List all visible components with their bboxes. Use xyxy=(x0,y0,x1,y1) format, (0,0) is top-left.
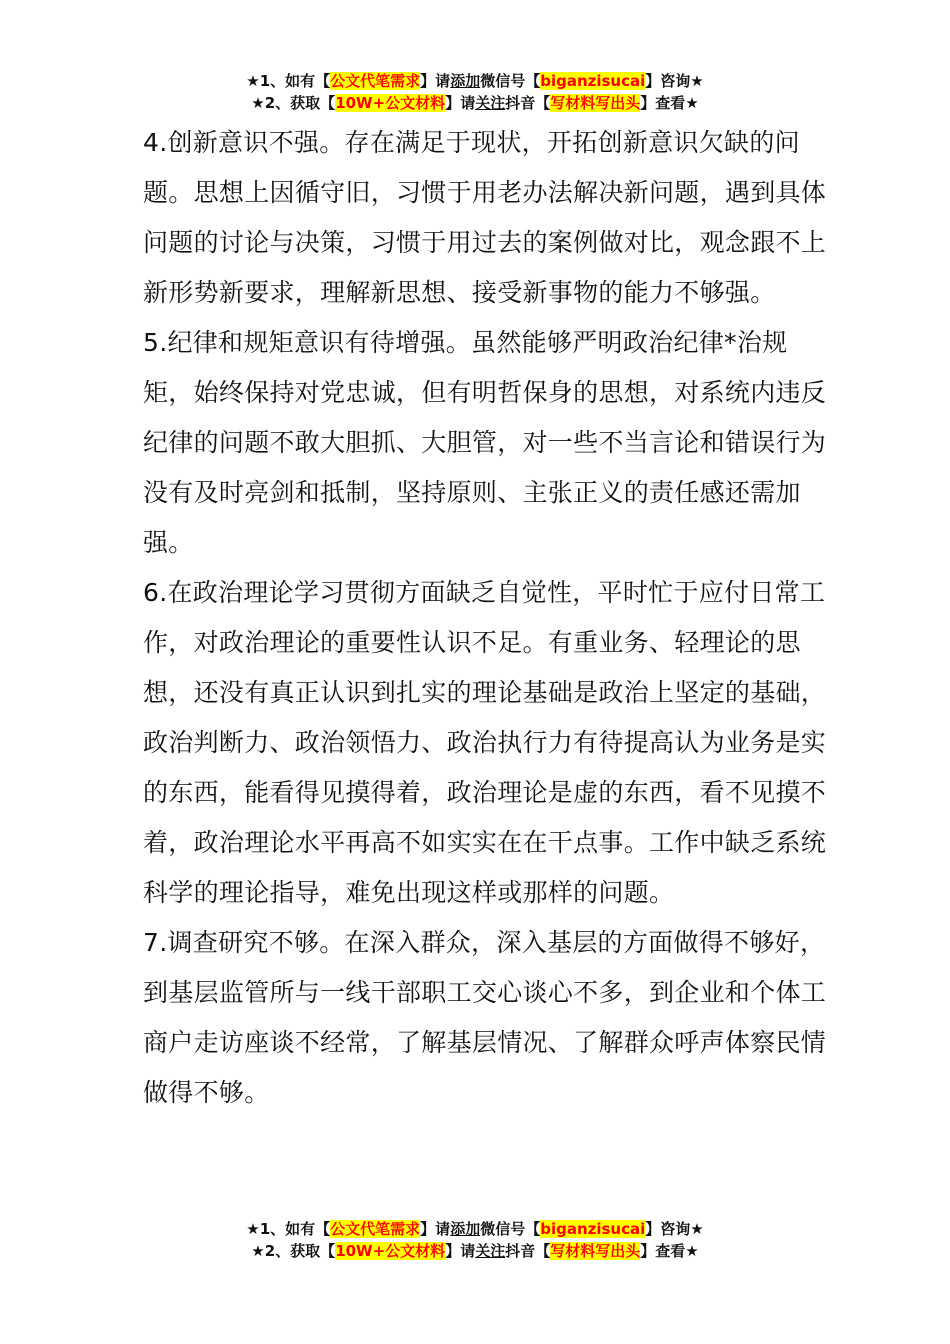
paragraph-6: 6.在政治理论学习贯彻方面缺乏自觉性，平时忙于应付日常工作，对政治理论的重要性认识不足。有重业务、轻理论的思想，还没有真正认识到扎实的理论基础是政治上坚定的基础，政治判断力、政治领悟力、政治执行力有待提高认为业务是实的东西，能看得见摸得着，政治理论是虚的东西，看不见摸不着，政治理论水平再高不如实实在在干点事。工作中缺乏系统科学的理论指导，难免出现这样或那样的问题。 xyxy=(143,578,827,907)
underlined-text: 关注 xyxy=(475,94,506,112)
banner-line-2: ★2、获取【10W+公文材料】请关注抖音【写材料写出头】查看★ xyxy=(251,94,699,112)
underlined-text: 添加 xyxy=(450,72,481,90)
highlight-text: 公文代笔需求 xyxy=(330,72,421,90)
highlight-text: 10W+公文材料 xyxy=(335,94,446,112)
douyin-account: 写材料写出头 xyxy=(550,1242,641,1260)
wechat-id: biganzisucai xyxy=(540,1220,646,1238)
banner-line-2: ★2、获取【10W+公文材料】请关注抖音【写材料写出头】查看★ xyxy=(251,1242,699,1260)
banner-line-1: ★1、如有【公文代笔需求】请添加微信号【biganzisucai】咨询★ xyxy=(246,72,704,90)
underlined-text: 添加 xyxy=(450,1220,481,1238)
highlight-text: 10W+公文材料 xyxy=(335,1242,446,1260)
highlight-text: 公文代笔需求 xyxy=(330,1220,421,1238)
header-banner xyxy=(0,70,950,114)
footer-banner xyxy=(0,1218,950,1262)
paragraph-5: 5.纪律和规矩意识有待增强。虽然能够严明政治纪律*治规矩，始终保持对党忠诚，但有明哲保身的思想，对系统内违反纪律的问题不敢大胆抓、大胆管，对一些不当言论和错误行为没有及时亮剑和抵制，坚持原则、主张正义的责任感还需加强。 xyxy=(143,328,827,557)
document-body xyxy=(143,118,833,1118)
wechat-id: biganzisucai xyxy=(540,72,646,90)
banner-line-1: ★1、如有【公文代笔需求】请添加微信号【biganzisucai】咨询★ xyxy=(246,1220,704,1238)
paragraph-4: 4.创新意识不强。存在满足于现状，开拓创新意识欠缺的问题。思想上因循守旧，习惯于用老办法解决新问题，遇到具体问题的讨论与决策，习惯于用过去的案例做对比，观念跟不上新形势新要求，理解新思想、接受新事物的能力不够强。 xyxy=(143,128,827,307)
paragraph-7: 7.调查研究不够。在深入群众，深入基层的方面做得不够好，到基层监管所与一线干部职工交心谈心不多，到企业和个体工商户走访座谈不经常，了解基层情况、了解群众呼声体察民情做得不够。 xyxy=(143,928,827,1107)
underlined-text: 关注 xyxy=(475,1242,506,1260)
douyin-account: 写材料写出头 xyxy=(550,94,641,112)
